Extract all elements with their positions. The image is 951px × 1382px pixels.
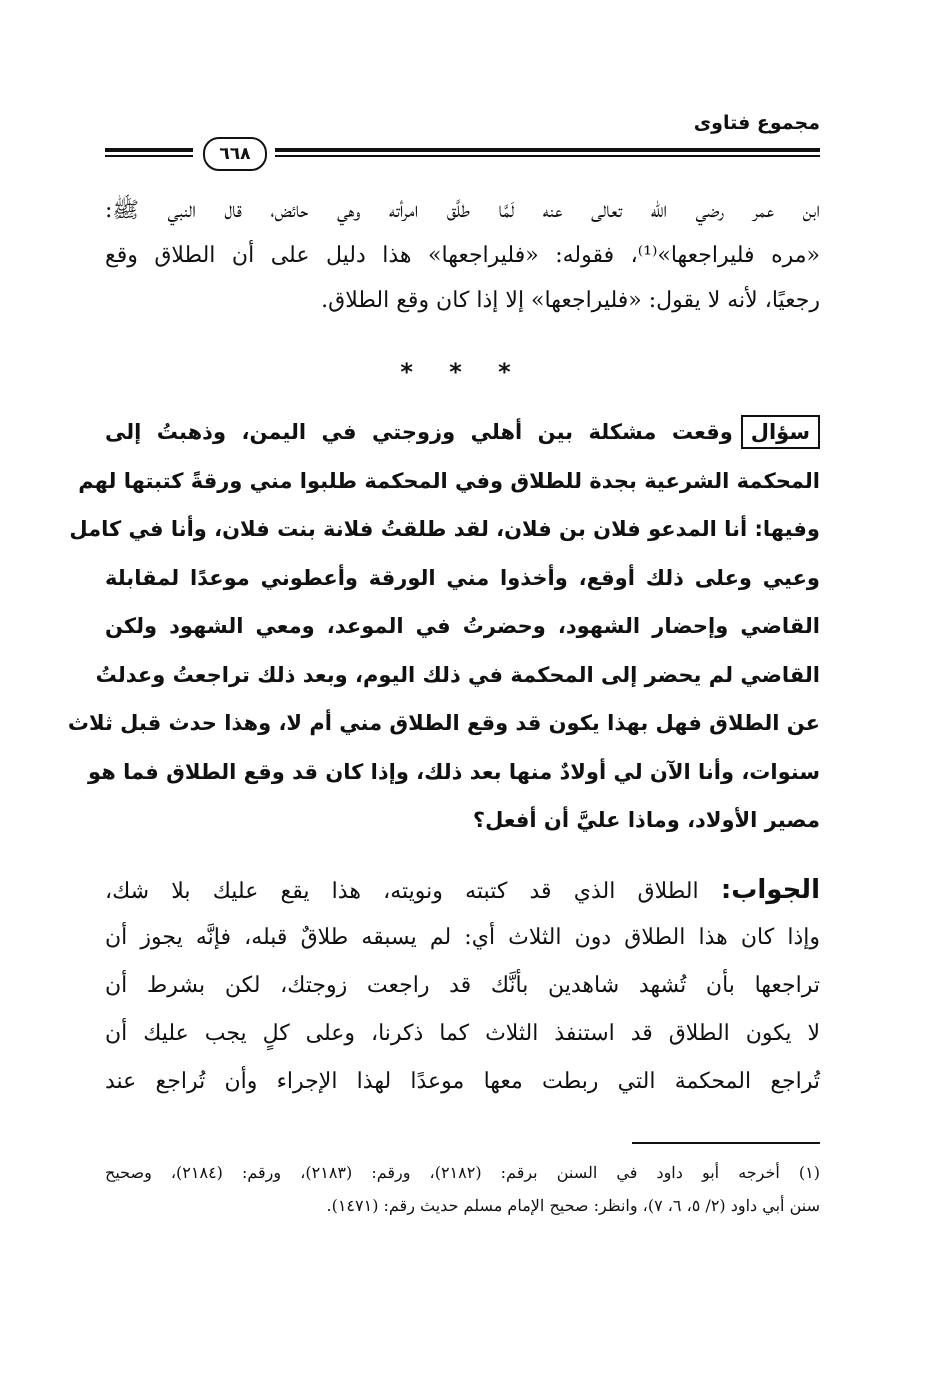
question-paragraph <box>67 408 820 845</box>
intro-line: «مره فليراجعها»⁽¹⁾، فقوله: «فليراجعها» هذا دليل على أن الطلاق وقع <box>105 243 820 268</box>
question-line: القاضي لم يحضر إلى المحكمة في ذلك اليوم، وبعد ذلك تراجعتُ وعدلتُ <box>95 662 820 687</box>
question-line: عن الطلاق فهل بهذا يكون قد وقع الطلاق مني أم لا، وهذا حدث قبل ثلاث <box>67 711 820 735</box>
answer-line: وإذا كان هذا الطلاق دون الثلاث أي: لم يسبقه طلاقٌ قبله، فإنَّه يجوز أن <box>105 925 820 950</box>
answer-label: الجواب: <box>720 875 820 905</box>
header-rule-thick <box>275 148 820 152</box>
question-line: القاضي وإحضار الشهود، وحضرتُ في الموعد، ومعي الشهود ولكن <box>105 614 820 638</box>
question-line-text: وقعت مشكلة بين أهلي وزوجتي في اليمن، وذهبتُ إلى <box>105 420 733 444</box>
intro-line: رجعيًا، لأنه لا يقول: «فليراجعها» إلا إذا كان وقع الطلاق. <box>321 288 820 313</box>
header-rule-thin <box>275 155 820 157</box>
question-line <box>105 408 820 457</box>
footnote <box>105 1156 820 1222</box>
question-line: مصير الأولاد، وماذا عليَّ أن أفعل؟ <box>472 808 820 832</box>
question-line: المحكمة الشرعية بجدة للطلاق وفي المحكمة طلبوا مني ورقةً كتبتها لهم <box>78 468 820 493</box>
answer-first-line-text: الطلاق الذي قد كتبته ونويته، هذا يقع عليك بلا شك، <box>105 879 699 904</box>
answer-line <box>105 866 820 914</box>
answer-line: تُراجع المحكمة التي ربطت معها موعدًا لهذا الإجراء وأن تُراجع عند <box>105 1069 820 1094</box>
book-title: مجموع فتاوى <box>693 112 820 134</box>
header-rule-left-thick <box>105 148 193 152</box>
page-number: ٦٦٨ <box>203 137 267 171</box>
answer-line: تراجعها بأن تُشهد شاهدين بأنَّك قد راجعت زوجتك، لكن بشرط أن <box>105 973 820 998</box>
footnote-line: سنن أبي داود (٢/ ٥، ٦، ٧)، وانظر: صحيح الإمام مسلم حديث رقم: (١٤٧١). <box>326 1196 820 1215</box>
section-separator: * * * <box>400 358 525 386</box>
page-header <box>105 112 820 172</box>
footnote-line: (١) أخرجه أبو داود في السنن برقم: (٢١٨٢)، ورقم: (٢١٨٣)، ورقم: (٢١٨٤)، وصحيح <box>105 1163 820 1182</box>
question-line: سنوات، وأنا الآن لي أولادٌ منها بعد ذلك، وإذا كان قد وقع الطلاق فما هو <box>88 759 820 784</box>
question-line: وعيي وعلى ذلك أوقع، وأخذوا مني الورقة وأعطوني موعدًا لمقابلة <box>105 565 820 590</box>
answer-paragraph <box>105 866 820 1106</box>
footnote-rule <box>632 1142 820 1144</box>
answer-line: لا يكون الطلاق قد استنفذ الثلاث كما ذكرنا، وعلى كلٍ يجب عليك أن <box>105 1021 820 1046</box>
header-rule-left-thin <box>105 155 193 157</box>
intro-line: ابن عمر رضي الله تعالى عنه لَمَّا طلَّق امرأته وهي حائض، قال النبي ﷺ: <box>105 198 820 223</box>
question-line: وفيها: أنا المدعو فلان بن فلان، لقد طلقتُ فلانة بنت فلان، وأنا في كامل <box>69 517 820 541</box>
intro-paragraph <box>105 188 820 323</box>
question-label: سؤال <box>741 415 820 449</box>
